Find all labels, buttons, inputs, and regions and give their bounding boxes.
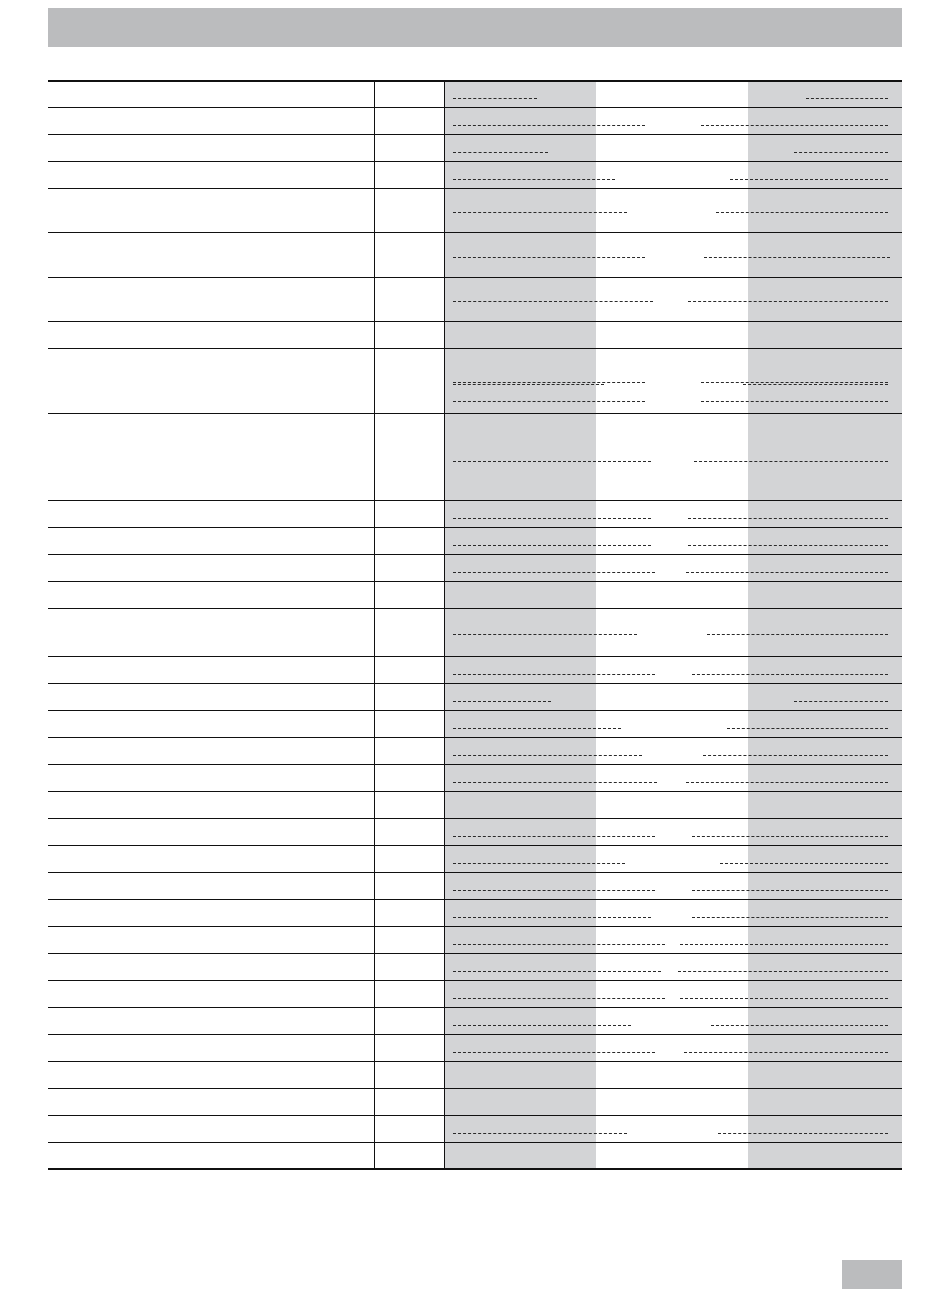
page-number-tab [842, 1260, 902, 1289]
leader-line [743, 384, 888, 385]
leader-line [720, 863, 888, 864]
row-divider [48, 1088, 902, 1089]
leader-line [453, 863, 625, 864]
row-divider [48, 1007, 902, 1008]
leader-line [692, 836, 888, 837]
leader-line [453, 998, 665, 999]
leader-line [453, 257, 645, 258]
leader-line [453, 782, 657, 783]
leader-line [453, 572, 655, 573]
row-divider [48, 232, 902, 233]
row-divider [48, 161, 902, 162]
leader-line [688, 518, 888, 519]
leader-line [711, 1025, 888, 1026]
row-divider [48, 737, 902, 738]
leader-line [453, 518, 651, 519]
row-divider [48, 1168, 902, 1170]
leader-line [453, 98, 537, 99]
row-divider [48, 953, 902, 954]
leader-line [453, 674, 655, 675]
spec-table [48, 80, 902, 1169]
leader-line [453, 971, 661, 972]
row-divider [48, 581, 902, 582]
leader-line [453, 384, 604, 385]
leader-line [727, 728, 888, 729]
leader-line [453, 545, 651, 546]
leader-line [806, 98, 888, 99]
leader-line [453, 1133, 627, 1134]
leader-line [453, 917, 651, 918]
leader-line [694, 461, 888, 462]
leader-line [794, 701, 888, 702]
row-divider [48, 818, 902, 819]
column-divider [444, 80, 445, 1169]
leader-line [453, 755, 642, 756]
leader-line [453, 890, 655, 891]
row-divider [48, 926, 902, 927]
row-divider [48, 656, 902, 657]
leader-line [453, 401, 645, 402]
leader-line [453, 152, 548, 153]
leader-line [692, 890, 888, 891]
row-divider [48, 1142, 902, 1143]
row-divider [48, 554, 902, 555]
row-divider [48, 980, 902, 981]
row-divider [48, 608, 902, 609]
leader-line [453, 382, 645, 383]
row-divider [48, 764, 902, 765]
leader-line [453, 461, 651, 462]
leader-line [692, 917, 888, 918]
leader-line [701, 382, 888, 383]
leader-line [680, 998, 888, 999]
row-divider [48, 321, 902, 322]
leader-line [453, 1025, 631, 1026]
column-divider [374, 80, 375, 1169]
leader-line [453, 179, 615, 180]
row-divider [48, 710, 902, 711]
value-column-shade [445, 80, 596, 1169]
row-divider [48, 80, 902, 82]
leader-line [453, 634, 637, 635]
row-divider [48, 1061, 902, 1062]
row-divider [48, 348, 902, 349]
row-divider [48, 1115, 902, 1116]
leader-line [453, 836, 655, 837]
leader-line [716, 212, 888, 213]
leader-line [453, 301, 653, 302]
leader-line [678, 971, 888, 972]
value-column-shade [748, 80, 902, 1169]
leader-line [453, 944, 665, 945]
leader-line [688, 545, 888, 546]
leader-line [680, 944, 888, 945]
leader-line [703, 755, 888, 756]
row-divider [48, 527, 902, 528]
leader-line [453, 728, 621, 729]
row-divider [48, 188, 902, 189]
row-divider [48, 683, 902, 684]
row-divider [48, 791, 902, 792]
leader-line [453, 212, 627, 213]
leader-line [453, 125, 645, 126]
row-divider [48, 500, 902, 501]
row-divider [48, 845, 902, 846]
leader-line [692, 674, 888, 675]
leader-line [718, 1133, 888, 1134]
header-bar [48, 8, 902, 47]
leader-line [701, 125, 888, 126]
leader-line [453, 1052, 655, 1053]
row-divider [48, 277, 902, 278]
row-divider [48, 899, 902, 900]
leader-line [704, 257, 890, 258]
leader-line [794, 152, 888, 153]
row-divider [48, 872, 902, 873]
leader-line [688, 301, 888, 302]
leader-line [686, 572, 888, 573]
row-divider [48, 134, 902, 135]
row-divider [48, 413, 902, 414]
leader-line [701, 401, 888, 402]
row-divider [48, 1034, 902, 1035]
row-divider [48, 107, 902, 108]
leader-line [686, 782, 888, 783]
leader-line [707, 634, 888, 635]
leader-line [684, 1052, 888, 1053]
leader-line [730, 179, 888, 180]
leader-line [453, 701, 551, 702]
